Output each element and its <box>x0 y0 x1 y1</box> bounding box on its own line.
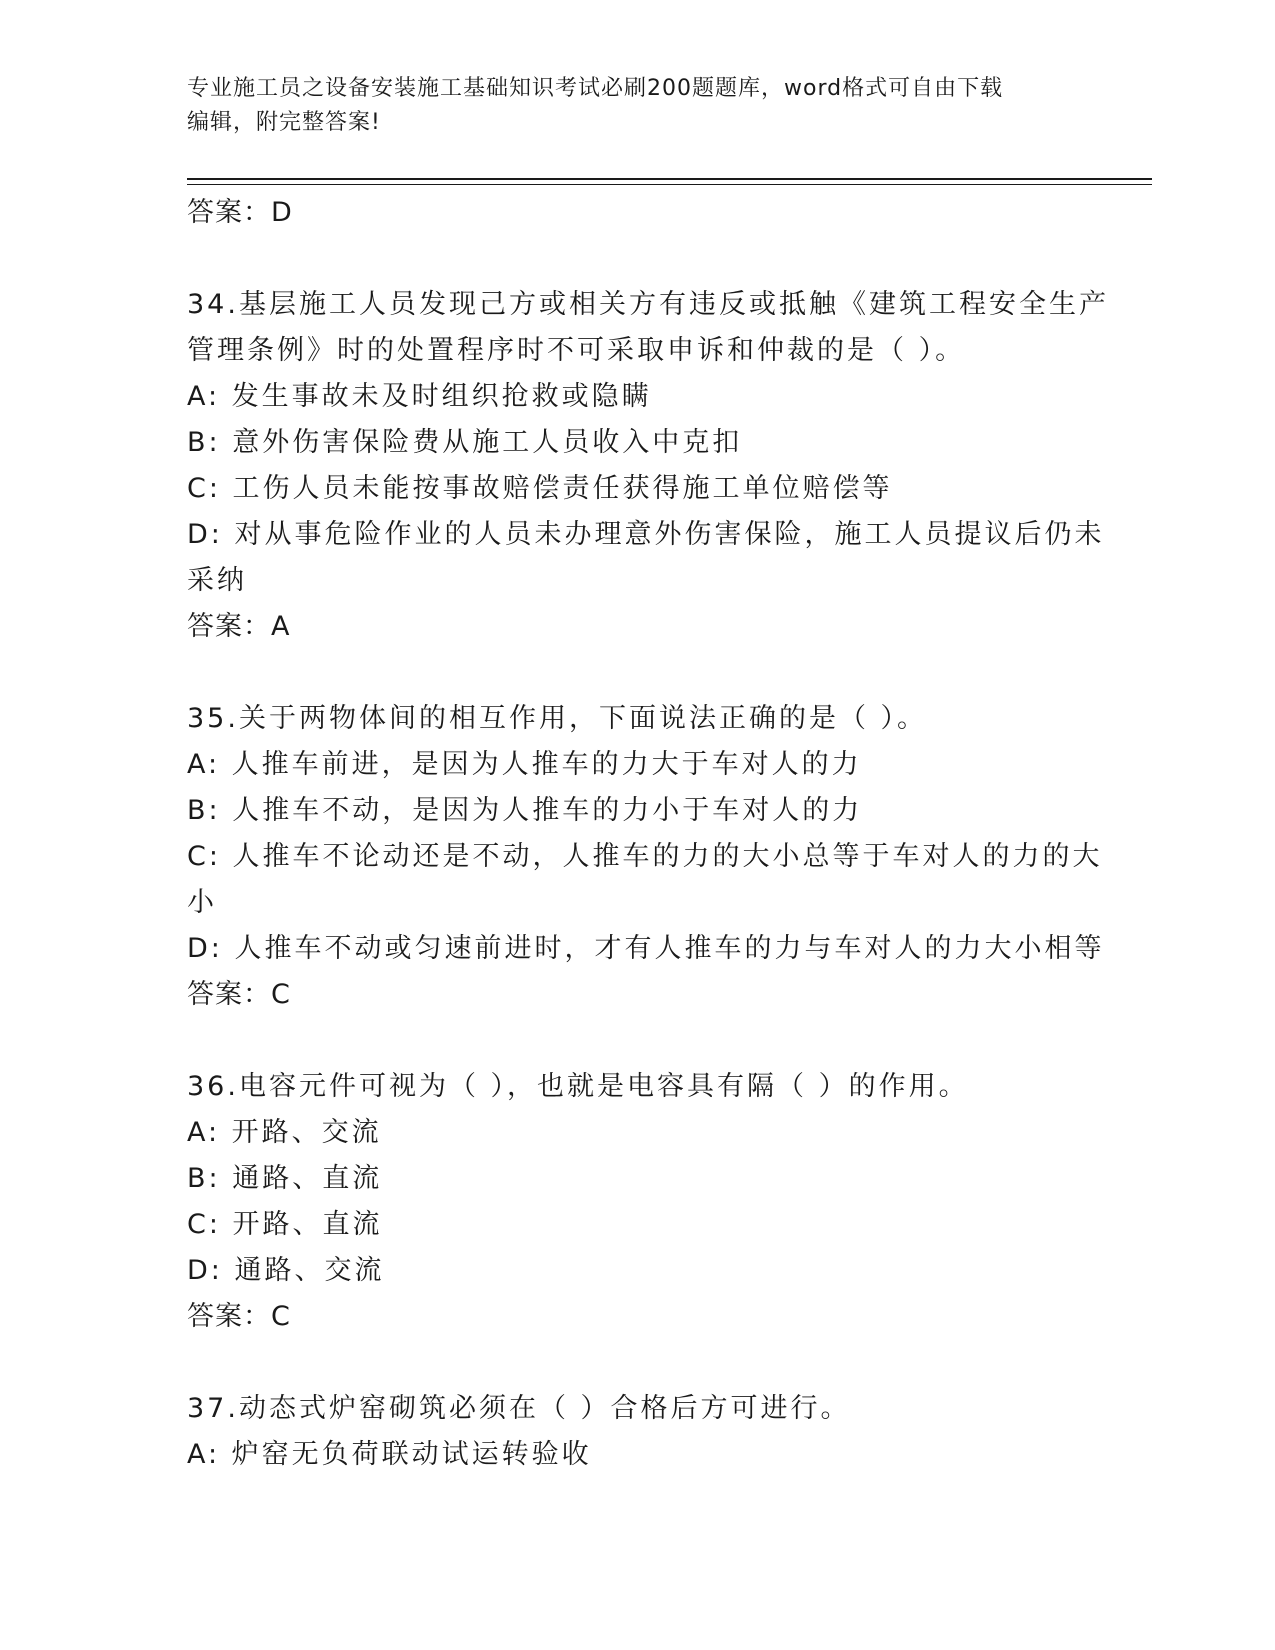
page-header <box>187 72 1067 140</box>
header-title-line1: 专业施工员之设备安装施工基础知识考试必刷200题题库，word格式可自由下载 <box>187 76 1004 101</box>
option-b: B: 通路、直流 <box>187 1163 383 1194</box>
question-stem: 36.电容元件可视为（ ），也就是电容具有隔（ ）的作用。 <box>187 1071 969 1102</box>
option-c: C: 开路、直流 <box>187 1209 383 1240</box>
option-c: C: 工伤人员未能按事故赔偿责任获得施工单位赔偿等 <box>187 473 893 504</box>
question-stem: 37.动态式炉窑砌筑必须在（ ）合格后方可进行。 <box>187 1393 851 1424</box>
question-36 <box>187 1064 1087 1340</box>
option-b: B: 意外伤害保险费从施工人员收入中克扣 <box>187 427 743 458</box>
option-b: B: 人推车不动，是因为人推车的力小于车对人的力 <box>187 795 863 826</box>
answer: 答案：C <box>187 1301 291 1332</box>
option-a: A: 发生事故未及时组织抢救或隐瞒 <box>187 381 652 412</box>
answer: 答案：A <box>187 611 291 642</box>
option-d: 采纳 <box>187 565 247 596</box>
option-c: C: 人推车不论动还是不动，人推车的力的大小总等于车对人的力的大 <box>187 841 1103 872</box>
option-c: 小 <box>187 887 217 918</box>
document-body <box>187 190 1109 1478</box>
spacer <box>187 650 1087 696</box>
question-stem: 35.关于两物体间的相互作用，下面说法正确的是（ ）。 <box>187 703 928 734</box>
question-stem: 管理条例》时的处置程序时不可采取申诉和仲裁的是（ ）。 <box>187 335 966 366</box>
question-34 <box>187 282 1109 650</box>
option-a: A: 人推车前进，是因为人推车的力大于车对人的力 <box>187 749 862 780</box>
spacer <box>187 1018 1087 1064</box>
header-divider-thin <box>187 184 1152 185</box>
header-title-line2: 编辑，附完整答案! <box>187 110 381 135</box>
option-d: D: 对从事危险作业的人员未办理意外伤害保险，施工人员提议后仍未 <box>187 519 1105 550</box>
spacer <box>187 1340 1087 1386</box>
spacer <box>187 236 1087 282</box>
option-d: D: 人推车不动或匀速前进时，才有人推车的力与车对人的力大小相等 <box>187 933 1105 964</box>
question-stem: 34.基层施工人员发现己方或相关方有违反或抵触《建筑工程安全生产 <box>187 289 1109 320</box>
question-37 <box>187 1386 1087 1478</box>
option-a: A: 炉窑无负荷联动试运转验收 <box>187 1439 592 1470</box>
answer: 答案：C <box>187 979 291 1010</box>
header-divider-thick <box>187 178 1152 180</box>
answer-33: 答案：D <box>187 197 293 228</box>
question-35 <box>187 696 1105 1018</box>
option-d: D: 通路、交流 <box>187 1255 385 1286</box>
option-a: A: 开路、交流 <box>187 1117 382 1148</box>
